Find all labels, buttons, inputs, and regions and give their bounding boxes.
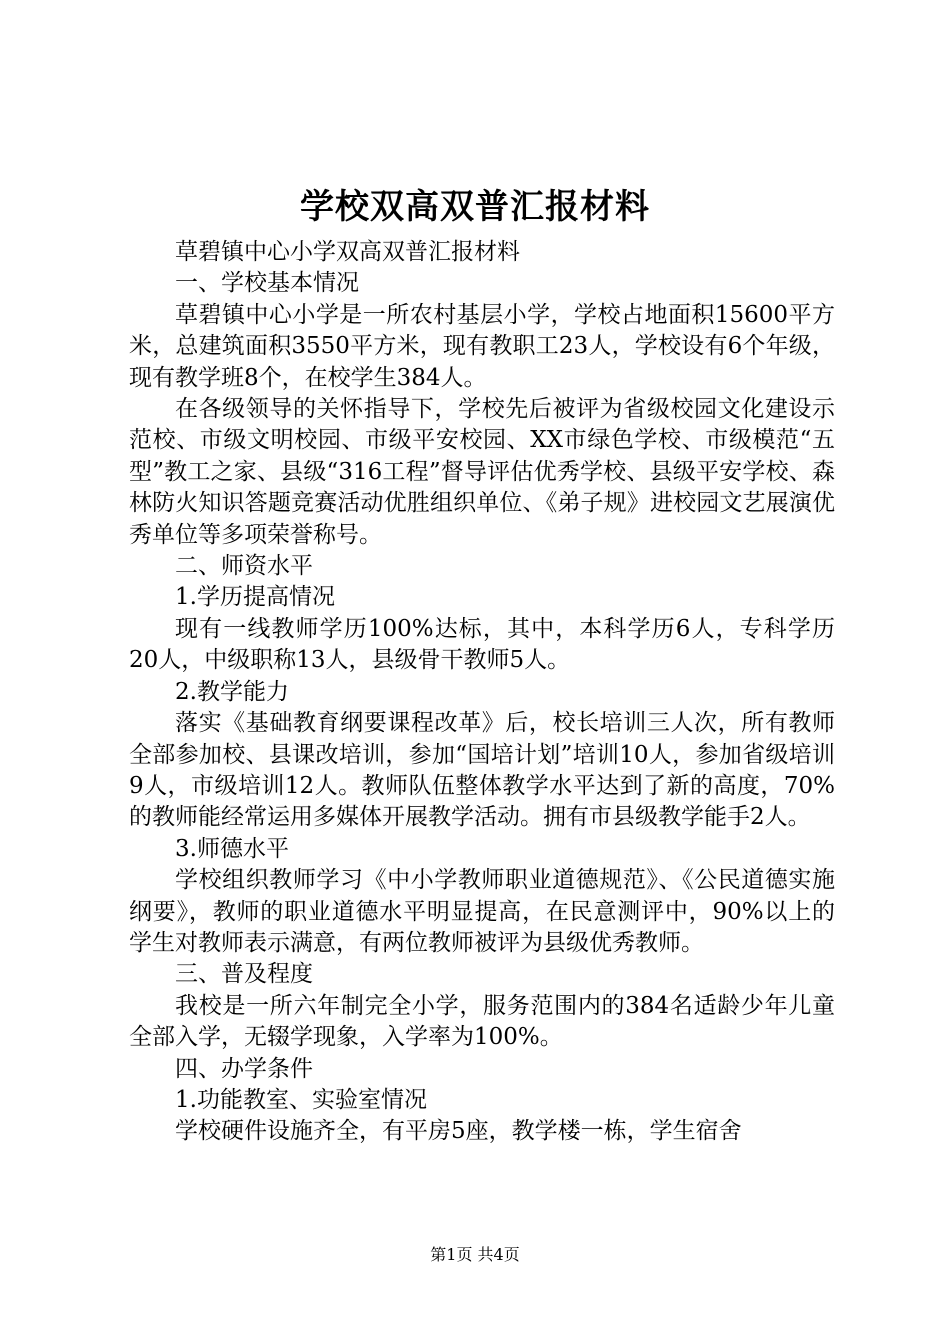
paragraph: 我校是一所六年制完全小学，服务范围内的384名适龄少年儿童全部入学，无辍学现象，入学率为100%。 <box>129 992 835 1051</box>
heading-section-2: 二、师资水平 <box>175 553 313 580</box>
page-footer: 第1页 共4页 <box>430 1245 520 1264</box>
heading-subsection: 1.学历提高情况 <box>175 584 335 611</box>
paragraph: 落实《基础教育纲要课程改革》后，校长培训三人次，所有教师全部参加校、县课改培训，参加“国培计划”培训10人，参加省级培训9人，市级培训12人。教师队伍整体教学水平达到了新的高度，70%的教师能经常运用多媒体开展教学活动。拥有市县级教学能手2人。 <box>129 710 835 831</box>
paragraph: 学校硬件设施齐全，有平房5座，教学楼一栋，学生宿舍 <box>175 1118 742 1145</box>
heading-section-4: 四、办学条件 <box>175 1055 313 1082</box>
paragraph: 学校组织教师学习《中小学教师职业道德规范》、《公民道德实施纲要》，教师的职业道德水平明显提高，在民意测评中，90%以上的学生对教师表示满意，有两位教师被评为县级优秀教师。 <box>129 867 835 956</box>
heading-section-3: 三、普及程度 <box>175 961 313 988</box>
document-title: 学校双高双普汇报材料 <box>300 187 650 227</box>
paragraph-subtitle: 草碧镇中心小学双高双普汇报材料 <box>175 239 520 265</box>
paragraph: 草碧镇中心小学是一所农村基层小学，学校占地面积15600平方米，总建筑面积3550平方米，现有教职工23人，学校设有6个年级，现有教学班8个，在校学生384人。 <box>129 301 835 391</box>
document-body <box>129 237 835 1148</box>
heading-subsection: 1.功能教室、实验室情况 <box>175 1086 427 1113</box>
paragraph: 在各级领导的关怀指导下，学校先后被评为省级校园文化建设示范校、市级文明校园、市级平安校园、XX市绿色学校、市级模范“五型”教工之家、县级“316工程”督导评估优秀学校、县级平安学校、森林防火知识答题竞赛活动优胜组织单位、《弟子规》进校园文艺展演优秀单位等多项荣誉称号。 <box>129 396 835 548</box>
heading-subsection: 3.师德水平 <box>175 835 289 862</box>
heading-subsection: 2.教学能力 <box>175 678 289 705</box>
paragraph: 现有一线教师学历100%达标，其中，本科学历6人，专科学历20人，中级职称13人，县级骨干教师5人。 <box>129 615 835 674</box>
heading-section-1: 一、学校基本情况 <box>175 270 359 297</box>
